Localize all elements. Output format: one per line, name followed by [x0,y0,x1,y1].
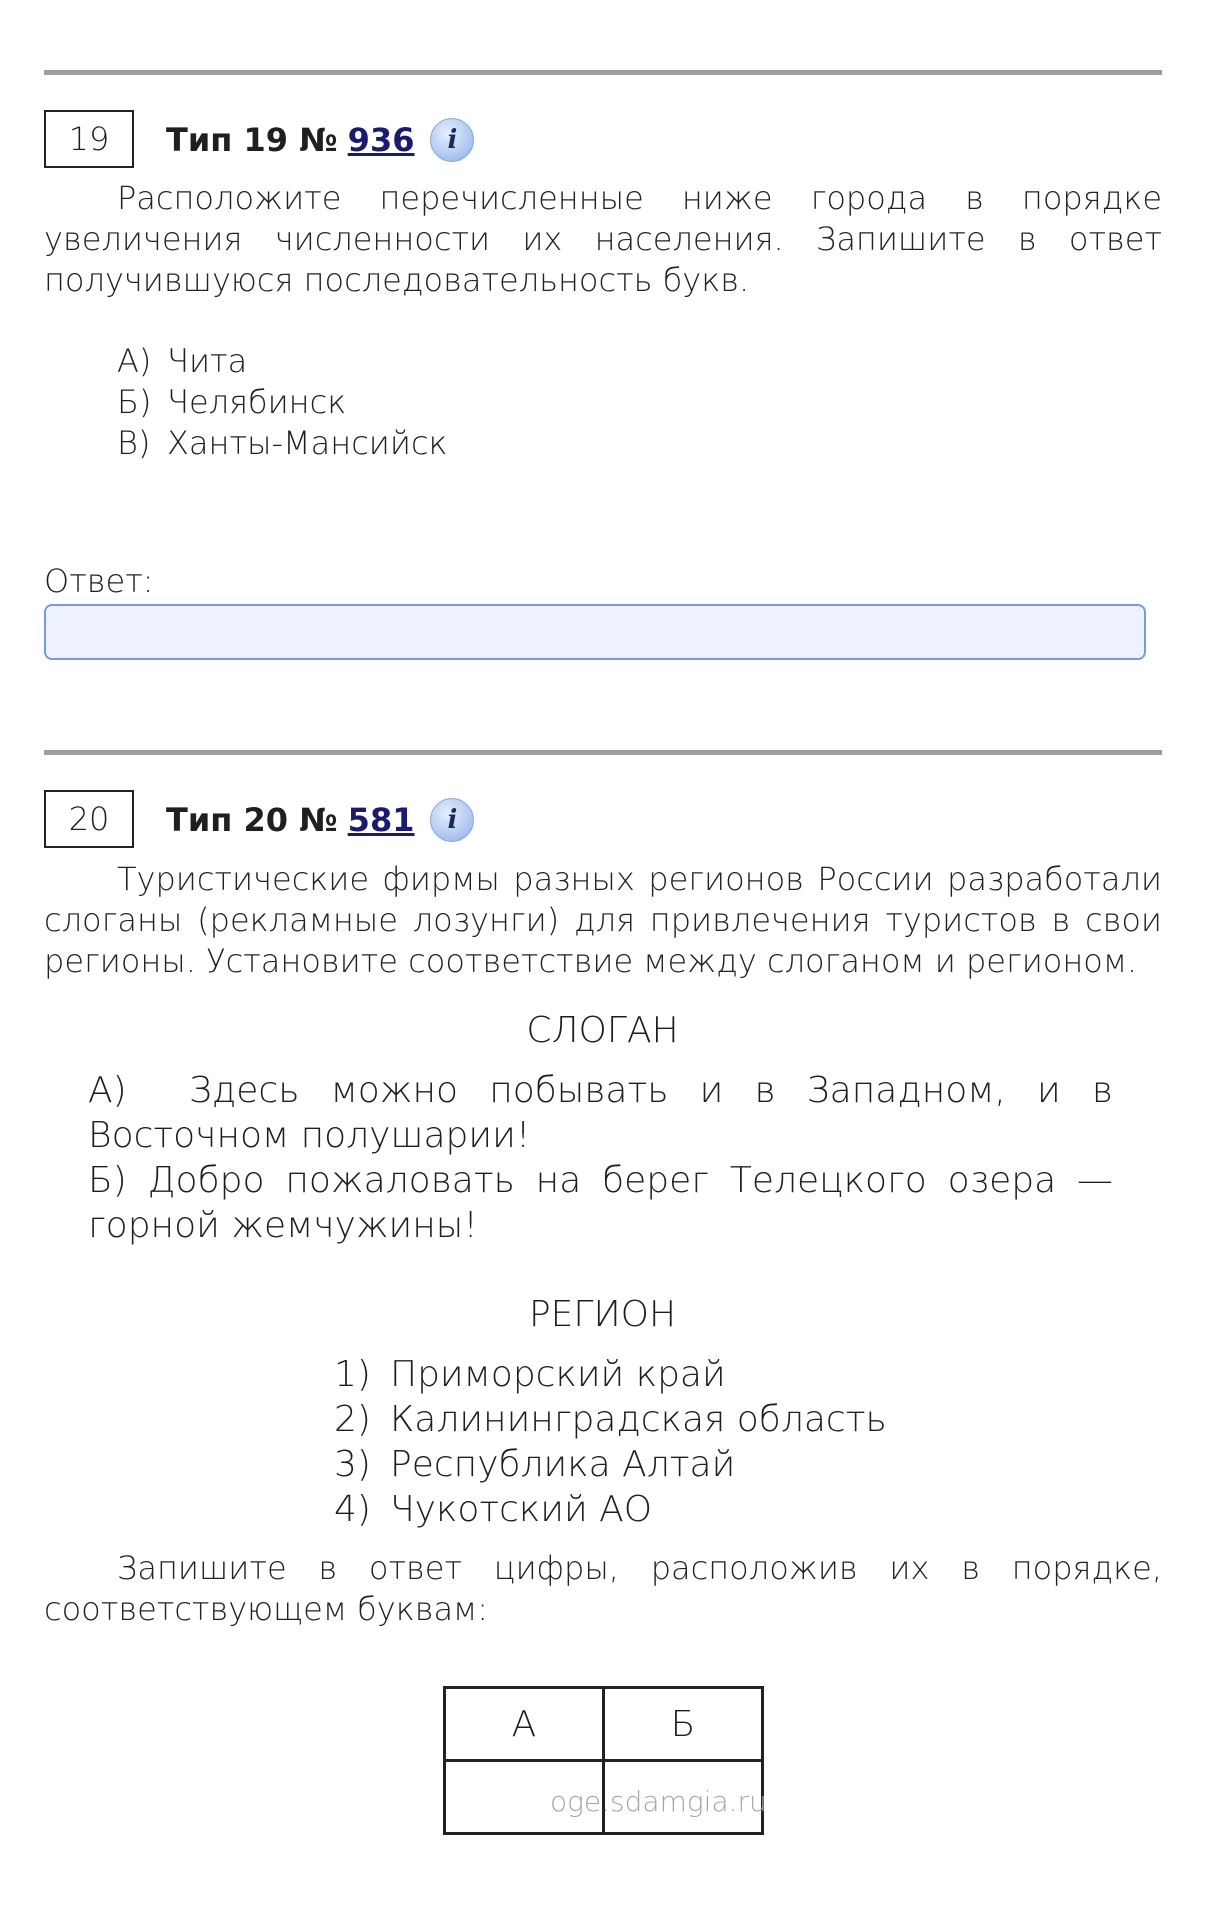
answer-input[interactable] [44,604,1146,660]
task-text: Туристические фирмы разных регионов России разработали слоганы (рекламные лозунги) для привлечения туристов в свои регионы. Установите соответствие между слоганом и регионом. [44,860,1162,980]
region-2: 2) Калининградская область [334,1399,887,1440]
task-header [166,798,474,842]
separator-top [44,70,1162,75]
answer-table-header-b: Б [604,1688,763,1761]
task-text: Расположите перечисленные ниже города в порядке увеличения численности их населения. Запишите в ответ получившуюся последовательность букв. [44,179,1162,299]
region-3: 3) Республика Алтай [334,1444,736,1485]
task-id-link[interactable]: 581 [347,801,415,839]
info-icon[interactable]: i [430,798,474,842]
instruction-text: Запишите в ответ цифры, расположив их в порядке, соответствующем буквам: [44,1549,1162,1628]
watermark: oge.sdamgia.ru [550,1785,767,1818]
slogan-b: Б) Добро пожаловать на берег Телецкого озера — горной жемчужины! [88,1160,1113,1246]
task-header [166,118,474,162]
task-number-box: 20 [44,790,134,848]
answer-table-header-a: А [445,1688,604,1761]
task-type-label: Тип 20 № [166,801,338,839]
task-id-link[interactable]: 936 [347,121,415,159]
region-4: 4) Чукотский АО [334,1489,653,1530]
option-c: В) Ханты-Мансийск [117,424,448,462]
separator-middle [44,750,1162,755]
slogan-header: СЛОГАН [526,1010,679,1051]
region-header: РЕГИОН [528,1294,677,1335]
slogan-a: А) Здесь можно побывать и в Западном, и в Восточном полушарии! [88,1070,1113,1156]
task-number-box: 19 [44,110,134,168]
answer-label: Ответ: [44,562,154,600]
option-b: Б) Челябинск [117,383,347,421]
task-type-label: Тип 19 № [166,121,338,159]
option-a: А) Чита [117,342,248,380]
region-1: 1) Приморский край [334,1354,726,1395]
info-icon[interactable]: i [430,118,474,162]
